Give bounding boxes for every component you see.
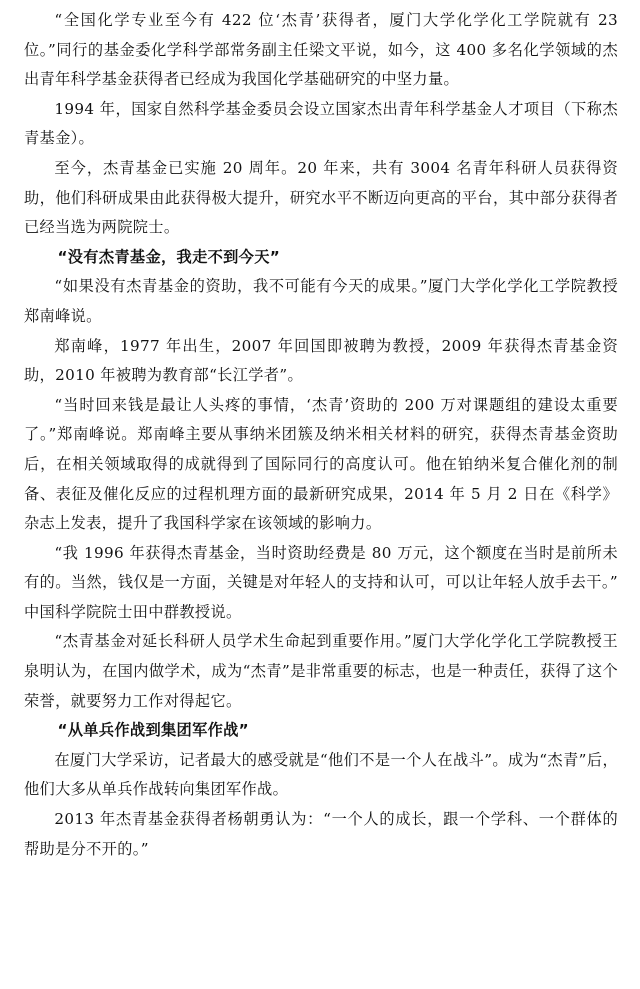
paragraph: 郑南峰，1977 年出生，2007 年回国即被聘为教授，2009 年获得杰青基金资助，2010 年被聘为教育部“长江学者”。 [24,336,618,385]
paragraph: 2013 年杰青基金获得者杨朝勇认为：“一个人的成长，跟一个学科、一个群体的帮助是分不开的。” [24,810,618,858]
section-heading: “没有杰青基金，我走不到今天” [57,247,281,266]
section-heading: “从单兵作战到集团军作战” [57,721,250,740]
paragraph: 1994 年，国家自然科学基金委员会设立国家杰出青年科学基金人才项目（下称杰青基金）。 [24,99,618,148]
paragraph: “杰青基金对延长科研人员学术生命起到重要作用。”厦门大学化学化工学院教授王泉明认为，在国内做学术，成为“杰青”是非常重要的标志，也是一种责任，获得了这个荣誉，就要努力工作对得起它。 [24,632,618,710]
paragraph: “如果没有杰青基金的资助，我不可能有今天的成果。”厦门大学化学化工学院教授郑南峰说。 [24,277,618,325]
paragraph: “我 1996 年获得杰青基金，当时资助经费是 80 万元，这个额度在当时是前所未有的。当然，钱仅是一方面，关键是对年轻人的支持和认可，可以让年轻人放手去干。” 中国科学院院士田中群教授说。 [24,543,618,621]
paragraph: “当时回来钱是最让人头疼的事情，‘杰青’资助的 200 万对课题组的建设太重要了。”郑南峰说。郑南峰主要从事纳米团簇及纳米相关材料的研究，获得杰青基金资助后，在相关领域取得的成就得到了国际同行的高度认可。他在铂纳米复合催化剂的制备、表征及催化反应的过程机理方面的最新研究成果，2014 年 5 月 2 日在《科学》杂志上发表，提升了我国科学家在该领域的影响力。 [24,395,618,533]
paragraph: “全国化学专业至今有 422 位‘杰青’获得者，厦门大学化学化工学院就有 23 位。”同行的基金委化学科学部常务副主任梁文平说，如今，这 400 多名化学领域的杰出青年科学基金获得者已经成为我国化学基础研究的中坚力量。 [24,11,618,89]
paragraph: 在厦门大学采访，记者最大的感受就是“他们不是一个人在战斗”。成为“杰青”后，他们大多从单兵作战转向集团军作战。 [24,750,618,799]
paragraph: 至今，杰青基金已实施 20 周年。20 年来，共有 3004 名青年科研人员获得资助，他们科研成果由此获得极大提升，研究水平不断迈向更高的平台，其中部分获得者已经当选为两院院士。 [24,158,618,237]
